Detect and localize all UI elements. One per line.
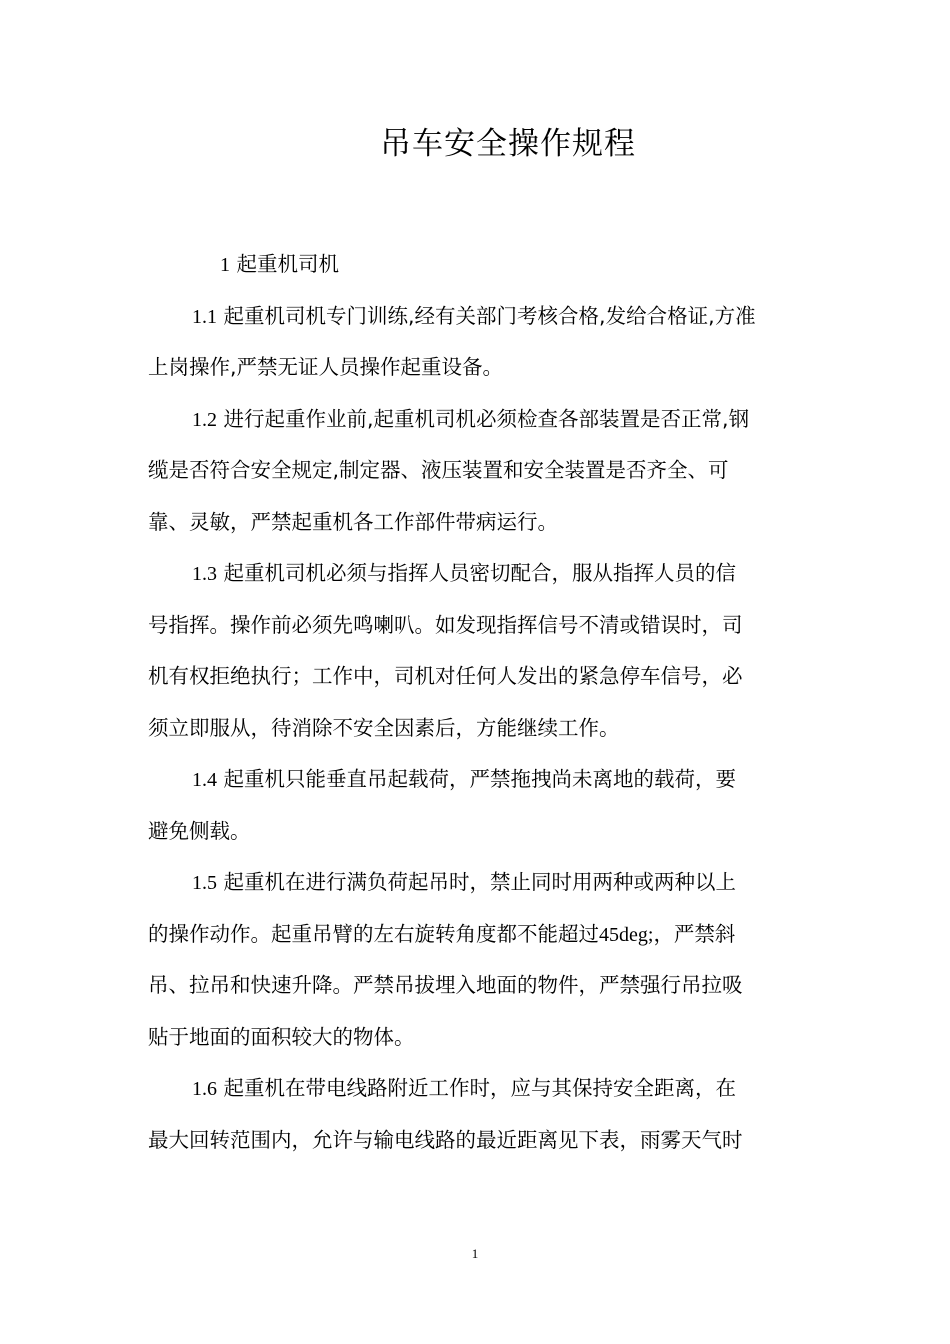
section-heading <box>220 238 339 290</box>
paragraph-line <box>192 290 756 342</box>
line-text: 起重机在进行满负荷起吊时，禁止同时用两种或两种以上 <box>223 870 737 894</box>
line-text: 的操作动作。起重吊臂的左右旋转角度都不能超过 <box>148 922 599 946</box>
line-text: 缆是否符合安全规定,制定器、液压装置和安全装置是否齐全、可 <box>148 458 729 482</box>
line-text: 起重机只能垂直吊起载荷，严禁拖拽尚未离地的载荷，要 <box>223 767 737 791</box>
line-text-rest: ，严禁斜 <box>653 922 736 946</box>
page-number: 1 <box>471 1246 479 1261</box>
clause-number: 1.6 <box>192 1078 217 1100</box>
paragraph-line <box>148 341 503 393</box>
line-text: 起重机司机专门训练,经有关部门考核合格,发给合格证,方准 <box>223 304 756 328</box>
line-text: 贴于地面的面积较大的物体。 <box>148 1025 415 1049</box>
paragraph-line <box>192 753 736 805</box>
paragraph-line <box>148 1114 743 1166</box>
line-text: 靠、灵敏，严禁起重机各工作部件带病运行。 <box>148 510 558 534</box>
clause-number: 1.2 <box>192 409 217 431</box>
clause-number: 1.4 <box>192 769 217 791</box>
angle-value: 45deg; <box>599 924 654 946</box>
paragraph-line <box>192 856 736 908</box>
paragraph-line <box>148 444 729 496</box>
paragraph-line <box>192 393 749 445</box>
line-text: 号指挥。操作前必须先鸣喇叭。如发现指挥信号不清或错误时，司 <box>148 613 743 637</box>
line-text: 进行起重作业前,起重机司机必须检查各部装置是否正常,钢 <box>223 407 750 431</box>
line-text: 起重机司机必须与指挥人员密切配合，服从指挥人员的信 <box>223 561 737 585</box>
section-title: 起重机司机 <box>236 252 340 276</box>
line-text: 机有权拒绝执行；工作中，司机对任何人发出的紧急停车信号，必 <box>148 664 743 688</box>
clause-number: 1.5 <box>192 872 217 894</box>
line-text: 吊、拉吊和快速升降。严禁吊拔埋入地面的物件，严禁强行吊拉吸 <box>148 973 743 997</box>
paragraph-line <box>148 805 251 857</box>
paragraph-line <box>148 599 743 651</box>
page-title: 吊车安全操作规程 <box>380 126 636 162</box>
line-text: 上岗操作,严禁无证人员操作起重设备。 <box>148 355 504 379</box>
paragraph-line <box>148 496 558 548</box>
paragraph-line <box>148 908 735 960</box>
line-text: 避免侧载。 <box>148 819 251 843</box>
paragraph-line <box>192 1062 736 1114</box>
paragraph-line <box>148 702 620 754</box>
clause-number: 1.3 <box>192 563 217 585</box>
paragraph-line <box>148 1011 415 1063</box>
clause-number: 1.1 <box>192 306 217 328</box>
paragraph-line <box>148 959 743 1011</box>
paragraph-line <box>148 650 743 702</box>
line-text: 须立即服从，待消除不安全因素后，方能继续工作。 <box>148 716 620 740</box>
paragraph-line <box>192 547 736 599</box>
line-text: 起重机在带电线路附近工作时，应与其保持安全距离，在 <box>223 1076 737 1100</box>
section-number: 1 <box>220 254 230 276</box>
line-text: 最大回转范围内，允许与输电线路的最近距离见下表，雨雾天气时 <box>148 1128 743 1152</box>
